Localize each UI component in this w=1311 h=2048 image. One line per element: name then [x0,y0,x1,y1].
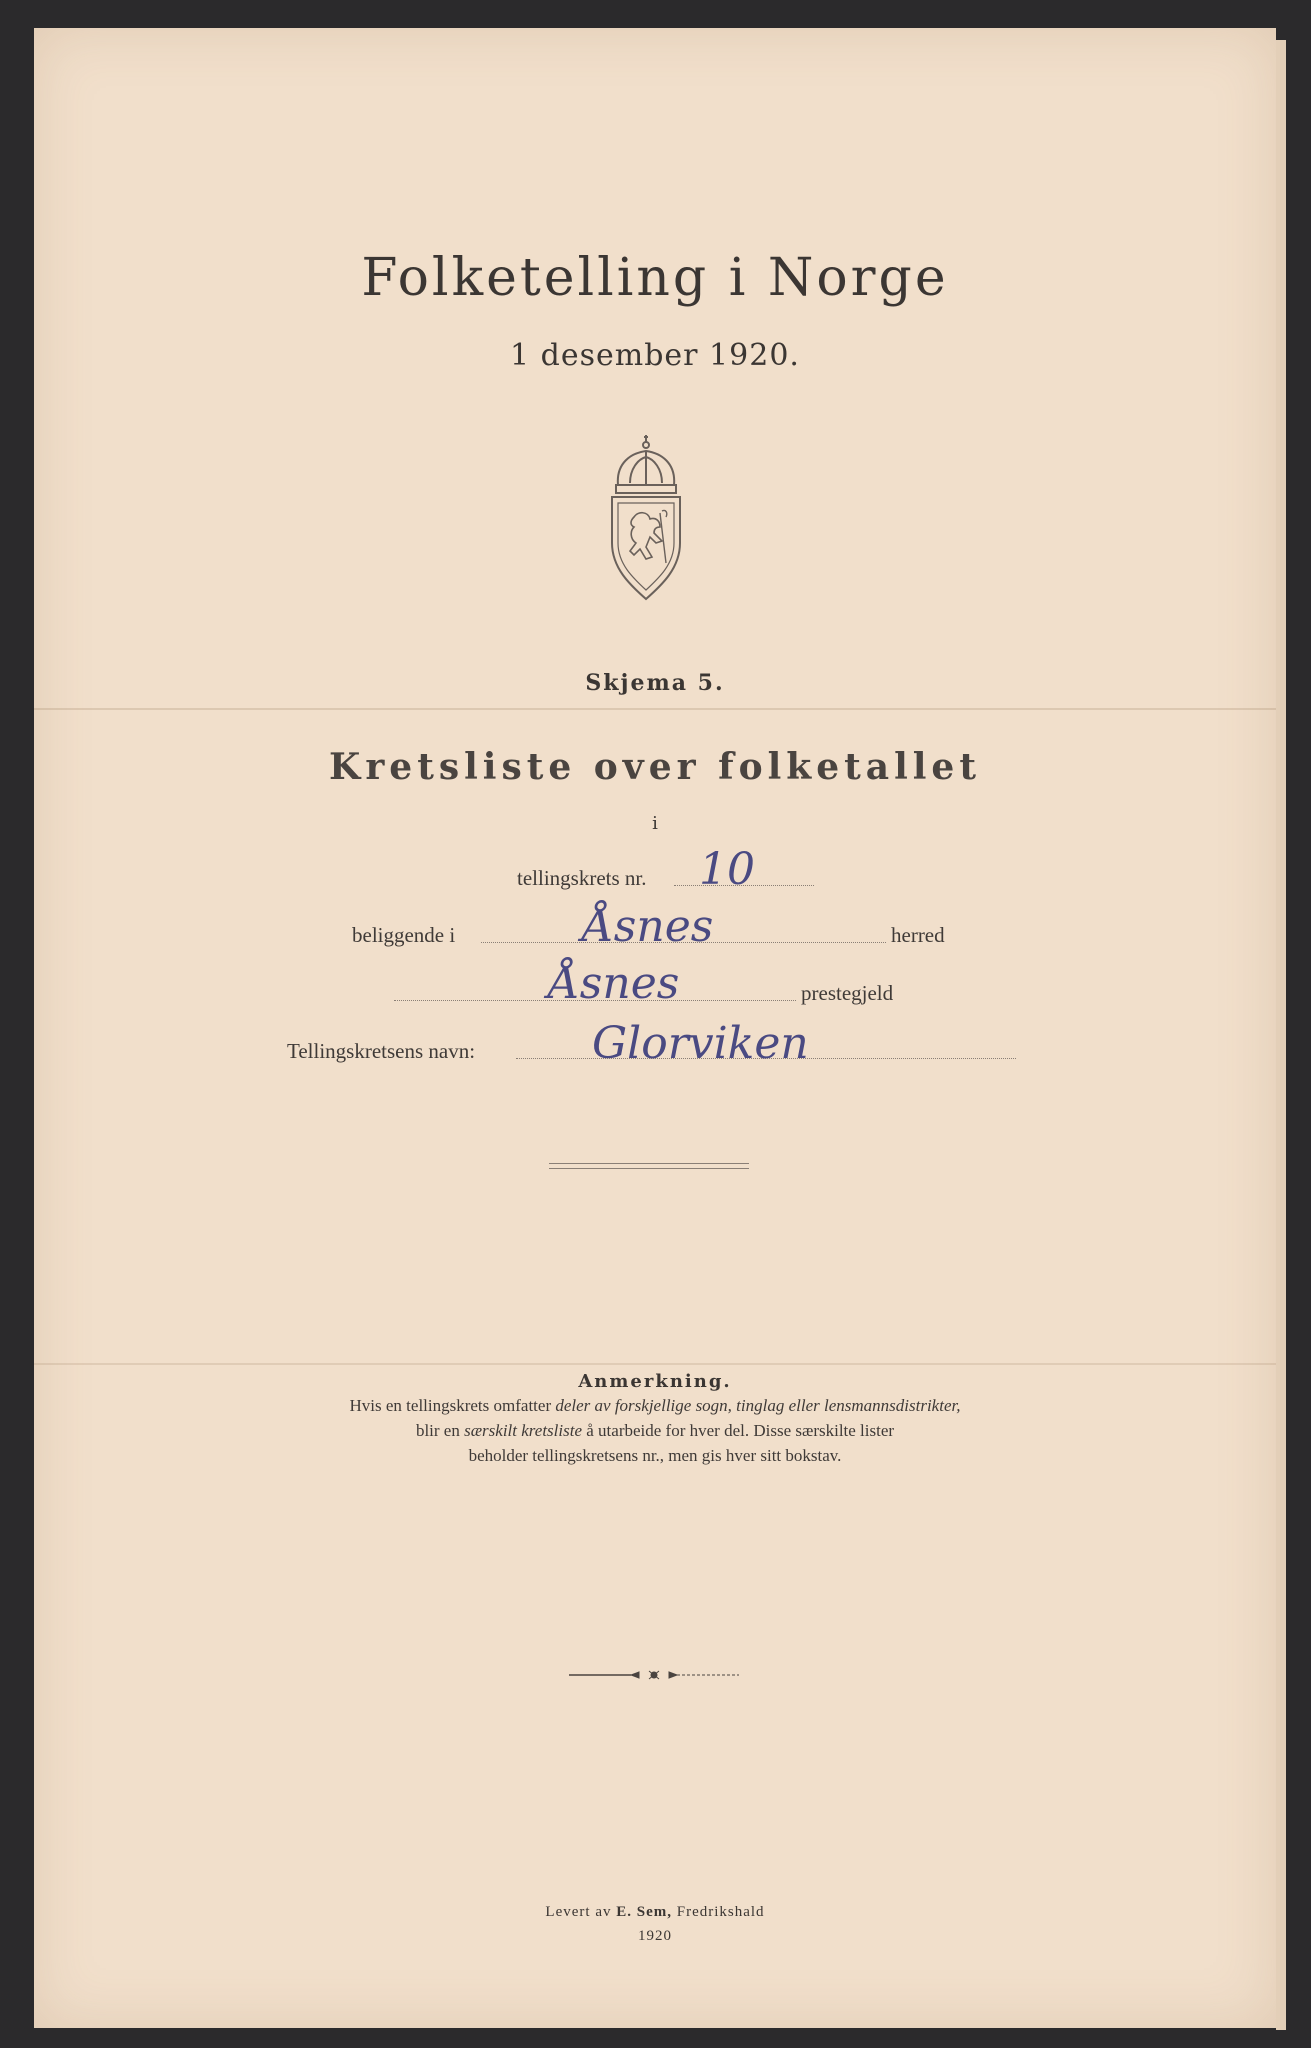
navn-label: Tellingskretsens navn: [287,1039,476,1063]
connector-word: i [652,813,658,834]
prestegjeld-label: prestegjeld [801,981,894,1005]
ornament-icon [569,1668,739,1682]
tellingskrets-value: 10 [699,844,755,895]
beliggende-label: beliggende i [352,923,456,947]
page-edge [1276,40,1286,2030]
section-divider [549,1163,749,1169]
note-line-3: beholder tellingskretsens nr., men gis hver sitt bokstav. [468,1446,842,1465]
form-heading: Kretsliste over folketallet [329,746,981,788]
fold-line-lower [34,1363,1276,1365]
prestegjeld-value: Åsnes [548,958,680,1009]
printer-name: E. Sem, [616,1904,672,1920]
note-line-2-text-a: blir en [415,1421,465,1440]
norwegian-coat-of-arms-icon [596,433,696,603]
printer-city: Fredrikshald [671,1904,765,1920]
document-title: Folketelling i Norge [361,248,949,308]
document-date: 1 desember 1920. [510,338,800,373]
tellingskrets-label: tellingskrets nr. [517,866,647,890]
navn-value: Glorviken [592,1018,809,1069]
printer-prefix: Levert av [545,1904,617,1920]
schema-number: Skjema 5. [585,670,725,696]
note-line-1 [34,1396,1276,1416]
fold-line [34,708,1276,710]
printer-year: 1920 [638,1928,672,1944]
note-line-2-emphasis: særskilt kretsliste [464,1421,582,1440]
document-page [34,28,1276,2028]
note-title: Anmerkning. [578,1371,732,1392]
printer-credit [34,1904,1276,1921]
note-line-2 [34,1421,1276,1441]
herred-label: herred [891,923,945,947]
note-line-1-text: Hvis en tellingskrets omfatter [349,1396,556,1415]
note-line-1-emphasis: deler av forskjellige sogn, tinglag eller lensmannsdistrikter, [555,1396,961,1415]
note-line-2-text-b: å utarbeide for hver del. Disse særskilte lister [582,1421,895,1440]
herred-value: Åsnes [582,901,714,952]
